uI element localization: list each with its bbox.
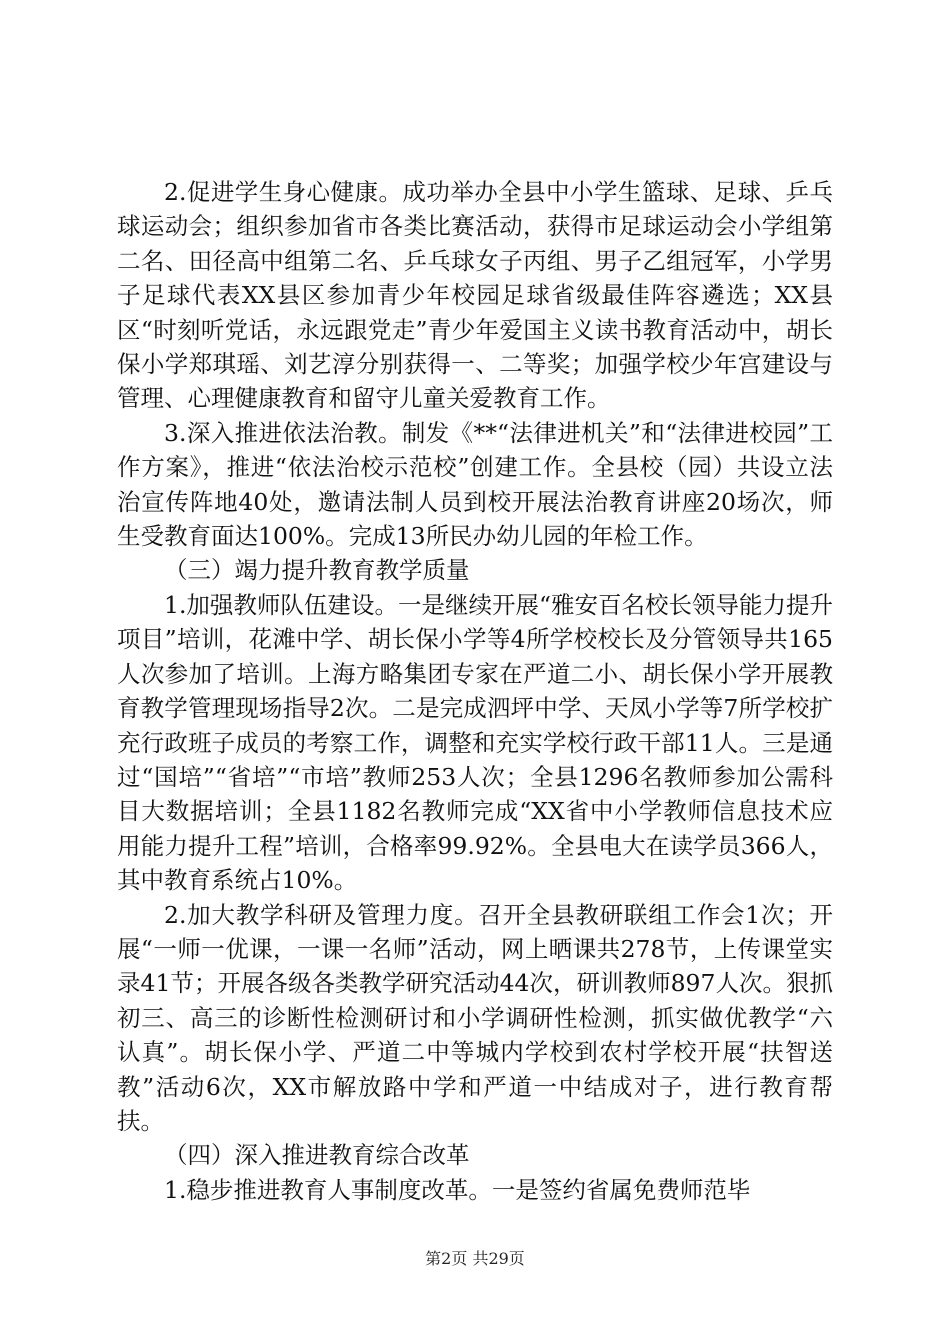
paragraph-personnel-reform: 1.稳步推进教育人事制度改革。一是签约省属免费师范毕 <box>164 1175 751 1204</box>
paragraph-teacher-team: 1.加强教师队伍建设。一是继续开展“雅安百名校长领导能力提升项目”培训，花滩中学、胡长保小学等4所学校校长及分管领导共165人次参加了培训。上海方略集团专家在严道二小、胡长保小学开展教育教学管理现场指导2次。二是完成泗坪中学、天凤小学等7所学校扩充行政班子成员的考察工作，调整和充实学校行政干部11人。三是通过“国培”“省培”“市培”教师253人次；全县1296名教师参加公需科目大数据培训；全县1182名教师完成“XX省中小学教师信息技术应用能力提升工程”培训，合格率99.92%。全县电大在读学员366人，其中教育系统占10%。 <box>117 590 833 895</box>
section-heading-teaching-quality: （三）竭力提升教育教学质量 <box>164 556 470 585</box>
section-heading-education-reform: （四）深入推进教育综合改革 <box>164 1141 470 1170</box>
page-footer: 第2页 共29页 <box>425 1249 525 1268</box>
paragraph-student-health: 2.促进学生身心健康。成功举办全县中小学生篮球、足球、乒乓球运动会；组织参加省市各类比赛活动，获得市足球运动会小学组第二名、田径高中组第二名、乒乓球女子丙组、男子乙组冠军，小学男子足球代表XX县区参加青少年校园足球省级最佳阵容遴选；XX县区“时刻听党话，永远跟党走”青少年爱国主义读书教育活动中，胡长保小学郑琪瑶、刘艺淳分别获得一、二等奖；加强学校少年宫建设与管理、心理健康教育和留守儿童关爱教育工作。 <box>117 178 833 413</box>
paragraph-teaching-research: 2.加大教学科研及管理力度。召开全县教研联组工作会1次；开展“一师一优课，一课一名师”活动，网上晒课共278节，上传课堂实录41节；开展各级各类教学研究活动44次，研训教师897人次。狠抓初三、高三的诊断性检测研讨和小学调研性检测，抓实做优教学“六认真”。胡长保小学、严道二中等城内学校到农村学校开展“扶智送教”活动6次，XX市解放路中学和严道一中结成对子，进行教育帮扶。 <box>117 900 833 1135</box>
document-body <box>117 175 833 1207</box>
paragraph-rule-of-law: 3.深入推进依法治教。制发《**“法律进机关”和“法律进校园”工作方案》，推进“依法治校示范校”创建工作。全县校（园）共设立法治宣传阵地40处，邀请法制人员到校开展法治教育讲座20场次，师生受教育面达100%。完成13所民办幼儿园的年检工作。 <box>117 418 833 551</box>
